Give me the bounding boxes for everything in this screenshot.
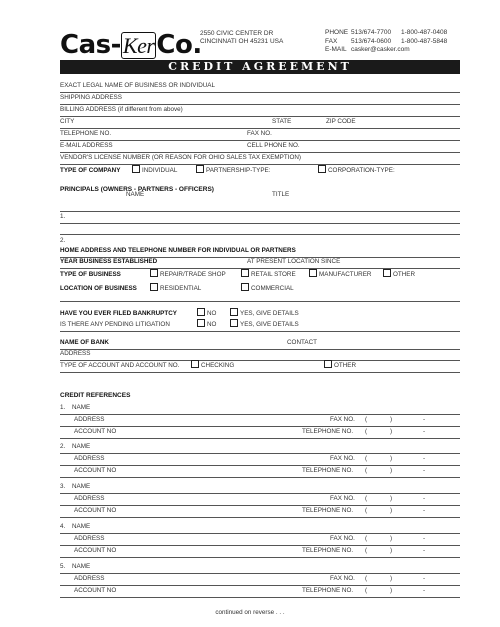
reference-name-label: NAME (72, 443, 91, 450)
reference-number: 1. (60, 404, 66, 411)
reference-fax-label: FAX NO. (330, 495, 355, 502)
commercial-option[interactable]: COMMERCIAL (241, 283, 294, 294)
reference-name-row[interactable] (60, 443, 460, 454)
individual-option[interactable]: INDIVIDUAL (132, 165, 177, 176)
address-line-2: CINCINNATI OH 45231 USA (200, 38, 284, 45)
shipping-address-field[interactable]: SHIPPING ADDRESS (60, 94, 460, 105)
email-cell-row[interactable] (60, 142, 460, 153)
company-logo: Cas-KerCo. (60, 30, 202, 60)
reference-account-label: ACCOUNT NO (74, 547, 117, 554)
city-state-zip-row[interactable] (60, 118, 460, 129)
reference-address-label: ADDRESS (74, 416, 105, 423)
litigation-yes-option[interactable]: YES, GIVE DETAILS (230, 319, 299, 330)
other-business-checkbox[interactable] (383, 269, 391, 277)
commercial-checkbox[interactable] (241, 283, 249, 291)
reference-name-label: NAME (72, 523, 91, 530)
address-line-1: 2550 CIVIC CENTER DR (200, 30, 274, 37)
reference-telephone-label: TELEPHONE NO. (302, 428, 354, 435)
reference-address-label: ADDRESS (74, 455, 105, 462)
residential-option[interactable]: RESIDENTIAL (150, 283, 201, 294)
manufacturer-option[interactable]: MANUFACTURER (309, 269, 371, 280)
telephone-fax-row[interactable] (60, 130, 460, 141)
residential-checkbox[interactable] (150, 283, 158, 291)
checking-option[interactable]: CHECKING (191, 360, 234, 371)
bank-name-row[interactable]: NAME OF BANK CONTACT (60, 339, 460, 350)
reference-account-label: ACCOUNT NO (74, 428, 117, 435)
partnership-option[interactable]: PARTNERSHIP-TYPE: (196, 165, 271, 176)
litigation-no-checkbox[interactable] (197, 319, 205, 327)
reference-telephone-label: TELEPHONE NO. (302, 587, 354, 594)
reference-address-row[interactable]: ADDRESS FAX NO. ( ) - (60, 416, 460, 427)
account-other-checkbox[interactable] (324, 360, 332, 368)
location-divider (60, 294, 460, 302)
home-address-row[interactable]: HOME ADDRESS AND TELEPHONE NUMBER FOR INDIVIDUAL OR PARTNERS (60, 247, 460, 258)
reference-telephone-label: TELEPHONE NO. (302, 547, 354, 554)
account-type-row: TYPE OF ACCOUNT AND ACCOUNT NO. CHECKING OTHER (60, 362, 460, 373)
reference-name-label: NAME (72, 483, 91, 490)
reference-fax-label: FAX NO. (330, 416, 355, 423)
reference-number: 4. (60, 523, 66, 530)
reference-name-label: NAME (72, 563, 91, 570)
principal-2-field[interactable] (60, 224, 460, 235)
bank-address-field[interactable]: ADDRESS (60, 350, 460, 361)
account-other-option[interactable]: OTHER (324, 360, 356, 371)
reference-account-label: ACCOUNT NO (74, 467, 117, 474)
repair-checkbox[interactable] (150, 269, 158, 277)
fax-label: FAX NO. (247, 130, 272, 137)
other-business-option[interactable]: OTHER (383, 269, 415, 280)
telephone-label: TELEPHONE NO. (60, 130, 112, 137)
legal-name-field[interactable]: EXACT LEGAL NAME OF BUSINESS OR INDIVIDUAL (60, 82, 460, 93)
reference-account-label: ACCOUNT NO (74, 587, 117, 594)
reference-fax-label: FAX NO. (330, 535, 355, 542)
reference-account-row[interactable]: ACCOUNT NO TELEPHONE NO. ( ) - (60, 428, 460, 439)
company-address (200, 30, 283, 46)
reference-number: 3. (60, 483, 66, 490)
reference-telephone-label: TELEPHONE NO. (302, 507, 354, 514)
bankruptcy-yes-checkbox[interactable] (230, 308, 238, 316)
reference-address-row[interactable]: ADDRESS FAX NO. ( ) - (60, 535, 460, 546)
corporation-checkbox[interactable] (318, 165, 326, 173)
reference-name-row[interactable] (60, 404, 460, 415)
principal-2-row[interactable]: 2. (60, 237, 66, 244)
bankruptcy-row: HAVE YOU EVER FILED BANKRUPTCY NO YES, GIVE DETAILS (60, 310, 299, 317)
corporation-option[interactable]: CORPORATION-TYPE: (318, 165, 395, 176)
partnership-checkbox[interactable] (196, 165, 204, 173)
reference-address-label: ADDRESS (74, 495, 105, 502)
reference-telephone-label: TELEPHONE NO. (302, 467, 354, 474)
company-type-row: TYPE OF COMPANY INDIVIDUAL PARTNERSHIP-TYPE: CORPORATION-TYPE: (60, 167, 395, 174)
zip-label: ZIP CODE (326, 118, 356, 125)
reference-name-row[interactable] (60, 563, 460, 574)
reference-number: 5. (60, 563, 66, 570)
reference-account-row[interactable]: ACCOUNT NO TELEPHONE NO. ( ) - (60, 547, 460, 558)
repair-option[interactable]: REPAIR/TRADE SHOP (150, 269, 226, 280)
bankruptcy-no-checkbox[interactable] (197, 308, 205, 316)
location-row: LOCATION OF BUSINESS RESIDENTIAL COMMERCIAL (60, 285, 294, 292)
bankruptcy-yes-option[interactable]: YES, GIVE DETAILS (230, 308, 299, 319)
principal-1-field[interactable] (60, 201, 460, 212)
email-label: E-MAIL ADDRESS (60, 142, 113, 149)
billing-address-field[interactable]: BILLING ADDRESS (if different from above) (60, 106, 460, 117)
reference-name-row[interactable] (60, 483, 460, 494)
litigation-no-option[interactable]: NO (197, 319, 216, 330)
reference-fax-label: FAX NO. (330, 455, 355, 462)
form-title-banner: CREDIT AGREEMENT (60, 60, 460, 74)
credit-references-heading: CREDIT REFERENCES (60, 392, 131, 399)
reference-address-row[interactable]: ADDRESS FAX NO. ( ) - (60, 495, 460, 506)
reference-name-row[interactable] (60, 523, 460, 534)
continued-note: continued on reverse . . . (215, 609, 285, 616)
bankruptcy-no-option[interactable]: NO (197, 308, 216, 319)
reference-address-label: ADDRESS (74, 535, 105, 542)
reference-address-row[interactable]: ADDRESS FAX NO. ( ) - (60, 575, 460, 586)
reference-account-row[interactable]: ACCOUNT NO TELEPHONE NO. ( ) - (60, 467, 460, 478)
retail-checkbox[interactable] (241, 269, 249, 277)
reference-address-row[interactable]: ADDRESS FAX NO. ( ) - (60, 455, 460, 466)
vendor-license-field[interactable]: VENDOR'S LICENSE NUMBER (OR REASON FOR OHIO SALES TAX EXEMPTION) (60, 154, 460, 165)
year-established-row[interactable]: YEAR BUSINESS ESTABLISHED AT PRESENT LOCATION SINCE (60, 258, 460, 269)
reference-number: 2. (60, 443, 66, 450)
reference-fax-label: FAX NO. (330, 575, 355, 582)
cell-label: CELL PHONE NO. (247, 142, 300, 149)
reference-account-label: ACCOUNT NO (74, 507, 117, 514)
principals-heading: PRINCIPALS (OWNERS - PARTNERS - OFFICERS) (60, 186, 214, 193)
city-label: CITY (60, 118, 75, 125)
principals-columns: NAME TITLE (126, 191, 290, 198)
reference-account-row[interactable]: ACCOUNT NO TELEPHONE NO. ( ) - (60, 587, 460, 598)
individual-checkbox[interactable] (132, 165, 140, 173)
business-type-row: TYPE OF BUSINESS REPAIR/TRADE SHOP RETAIL STORE MANUFACTURER OTHER (60, 271, 416, 278)
checking-checkbox[interactable] (191, 360, 199, 368)
reference-address-label: ADDRESS (74, 575, 105, 582)
manufacturer-checkbox[interactable] (309, 269, 317, 277)
litigation-row: IS THERE ANY PENDING LITIGATION NO YES, GIVE DETAILS (60, 321, 460, 332)
retail-option[interactable]: RETAIL STORE (241, 269, 296, 280)
reference-account-row[interactable]: ACCOUNT NO TELEPHONE NO. ( ) - (60, 507, 460, 518)
state-label: STATE (272, 118, 292, 125)
principal-1-row[interactable]: 1. (60, 213, 460, 224)
company-contact: PHONE 513/674-7700 1-800-487-0408 FAX 513/674-0600 1-800-487-5848 E-MAIL casker@casker.com (325, 29, 448, 53)
litigation-yes-checkbox[interactable] (230, 319, 238, 327)
reference-name-label: NAME (72, 404, 91, 411)
